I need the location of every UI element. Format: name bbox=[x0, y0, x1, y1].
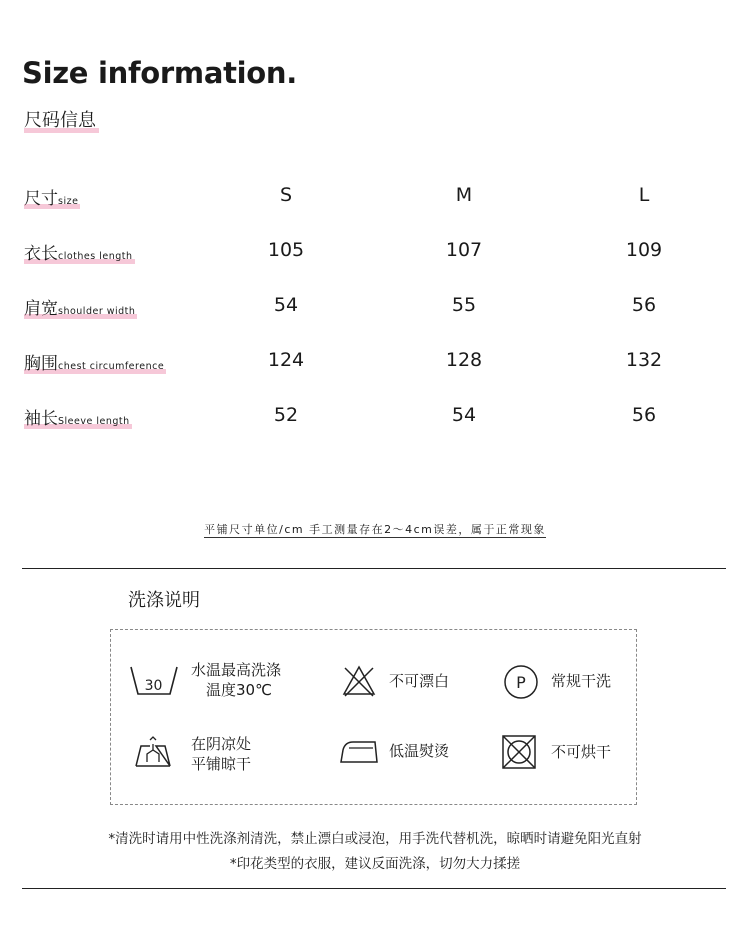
care-label: 不可漂白 bbox=[389, 672, 450, 690]
care-label: 不可烘干 bbox=[551, 743, 612, 761]
svg-text:30: 30 bbox=[144, 678, 163, 694]
care-label: 低温熨烫 bbox=[389, 742, 450, 760]
table-cell: 56 bbox=[631, 294, 657, 316]
flat-dry-shade-icon bbox=[133, 732, 173, 770]
iron-low-icon bbox=[339, 734, 379, 766]
row-label: 尺寸size bbox=[24, 184, 80, 209]
care-item-no-bleach bbox=[341, 664, 481, 708]
table-row bbox=[24, 345, 734, 377]
table-cell: 107 bbox=[445, 239, 483, 261]
size-l-header: L bbox=[638, 184, 650, 206]
size-m-header: M bbox=[455, 184, 473, 206]
page-title: Size information. bbox=[22, 56, 297, 90]
divider bbox=[22, 888, 726, 889]
care-label: 常规干洗 bbox=[551, 672, 612, 690]
care-instructions-box bbox=[110, 629, 637, 805]
wash-30-icon bbox=[129, 664, 181, 700]
care-item-flat-dry bbox=[133, 732, 313, 776]
table-cell: 52 bbox=[273, 404, 299, 426]
page-subtitle: 尺码信息 bbox=[24, 106, 99, 133]
care-item-dry-clean bbox=[503, 664, 643, 708]
care-item-no-tumble-dry bbox=[501, 734, 641, 778]
row-label: 衣长clothes length bbox=[24, 239, 135, 264]
size-s-header: S bbox=[279, 184, 293, 206]
care-item-iron bbox=[339, 734, 489, 778]
table-cell: 124 bbox=[267, 349, 305, 371]
row-label: 肩宽shoulder width bbox=[24, 294, 137, 319]
svg-text:P: P bbox=[516, 673, 526, 692]
table-cell: 54 bbox=[273, 294, 299, 316]
table-row bbox=[24, 400, 734, 432]
no-tumble-dry-icon bbox=[501, 734, 537, 770]
divider bbox=[22, 568, 726, 569]
footnote: *印花类型的衣服，建议反面洗涤，切勿大力揉搓 bbox=[229, 856, 521, 872]
measurement-note: 平铺尺寸单位/cm 手工测量存在2～4cm误差，属于正常现象 bbox=[204, 523, 546, 536]
table-cell: 56 bbox=[631, 404, 657, 426]
table-cell: 105 bbox=[267, 239, 305, 261]
table-cell: 128 bbox=[445, 349, 483, 371]
size-header-row bbox=[24, 180, 734, 212]
table-cell: 109 bbox=[625, 239, 663, 261]
care-label: 水温最高洗涤 温度30℃ bbox=[191, 661, 282, 699]
care-item-wash bbox=[129, 661, 309, 708]
table-row bbox=[24, 235, 734, 267]
row-label: 胸围chest circumference bbox=[24, 349, 166, 374]
table-cell: 55 bbox=[451, 294, 477, 316]
care-label: 在阴凉处 平铺晾干 bbox=[191, 735, 252, 773]
dry-clean-icon bbox=[503, 664, 539, 700]
footnote: *清洗时请用中性洗涤剂清洗，禁止漂白或浸泡，用手洗代替机洗，晾晒时请避免阳光直射 bbox=[108, 831, 642, 847]
table-cell: 132 bbox=[625, 349, 663, 371]
table-row bbox=[24, 290, 734, 322]
row-label: 袖长Sleeve length bbox=[24, 404, 132, 429]
care-title: 洗涤说明 bbox=[128, 590, 200, 611]
no-bleach-icon bbox=[341, 664, 377, 698]
table-cell: 54 bbox=[451, 404, 477, 426]
